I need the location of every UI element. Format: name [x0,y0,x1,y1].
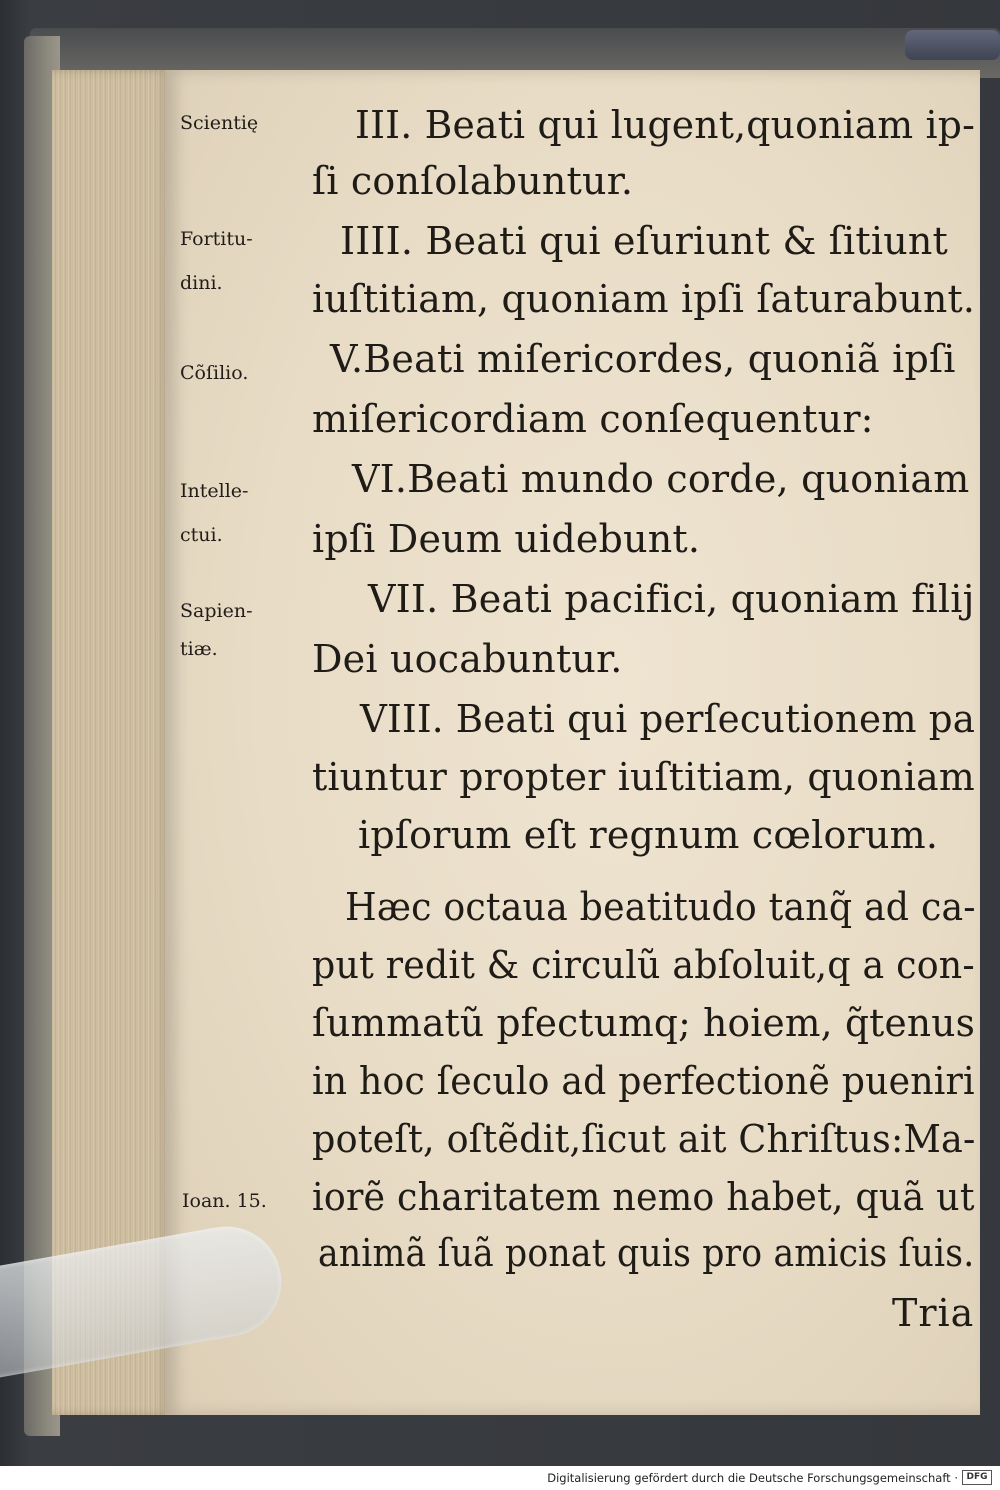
body-line: ſummatũ pfectumq; hoiem, q̃tenus [312,1001,976,1045]
body-line: III. Beati qui lugent,quoniam ip- [355,103,976,147]
body-line: ipſorum eſt regnum cœlorum. [358,813,939,857]
dfg-logo: DFG [962,1470,992,1485]
body-line: iorẽ charitatem nemo habet, quã ut [312,1175,975,1219]
body-line: Hæc octaua beatitudo tanq̃ ad ca- [345,885,976,929]
margin-note-consilio: Cõſilio. [180,362,249,384]
margin-note-fortitudini-2: dini. [180,272,223,294]
body-line: IIII. Beati qui eſuriunt & ſitiunt [340,219,949,263]
body-line: poteſt, oſtẽdit,ſicut ait Chriſtus:Ma- [312,1117,976,1161]
body-line: put redit & circulũ abſoluit,q a con- [312,943,975,987]
body-line: ſi conſolabuntur. [312,159,634,203]
body-line: V.Beati miſericordes, quoniã ipſi [330,337,956,381]
body-line: animã ſuã ponat quis pro amicis ſuis. [318,1231,975,1275]
margin-note-intellectui-2: ctui. [180,524,223,546]
catchword: Tria [892,1291,975,1335]
margin-note-ioan: Ioan. 15. [182,1190,267,1212]
margin-note-sapientiae-1: Sapien- [180,600,253,622]
body-line: miſericordiam conſequentur: [312,397,874,441]
body-line: in hoc ſeculo ad perfectionẽ pueniri [312,1059,975,1103]
body-line: VI.Beati mundo corde, quoniam [352,457,970,501]
margin-note-fortitudini-1: Fortitu- [180,228,253,250]
body-line: tiuntur propter iuſtitiam, quoniam [312,755,975,799]
margin-note-sapientiae-2: tiæ. [180,638,218,660]
body-line: VII. Beati pacifici, quoniam filij [368,577,975,621]
body-line: iuſtitiam, quoniam ipſi ſaturabunt. [312,277,976,321]
body-line: Dei uocabuntur. [312,637,623,681]
footer-bar [0,1466,1000,1490]
body-line: ipſi Deum uidebunt. [312,517,701,561]
body-line: VIII. Beati qui perſecutionem pa [360,697,976,741]
footer-credit: Digitalisierung gefördert durch die Deutsche Forschungsgemeinschaft · [547,1471,958,1485]
margin-note-scientiae: Scientię [180,112,259,134]
margin-note-intellectui-1: Intelle- [180,480,249,502]
